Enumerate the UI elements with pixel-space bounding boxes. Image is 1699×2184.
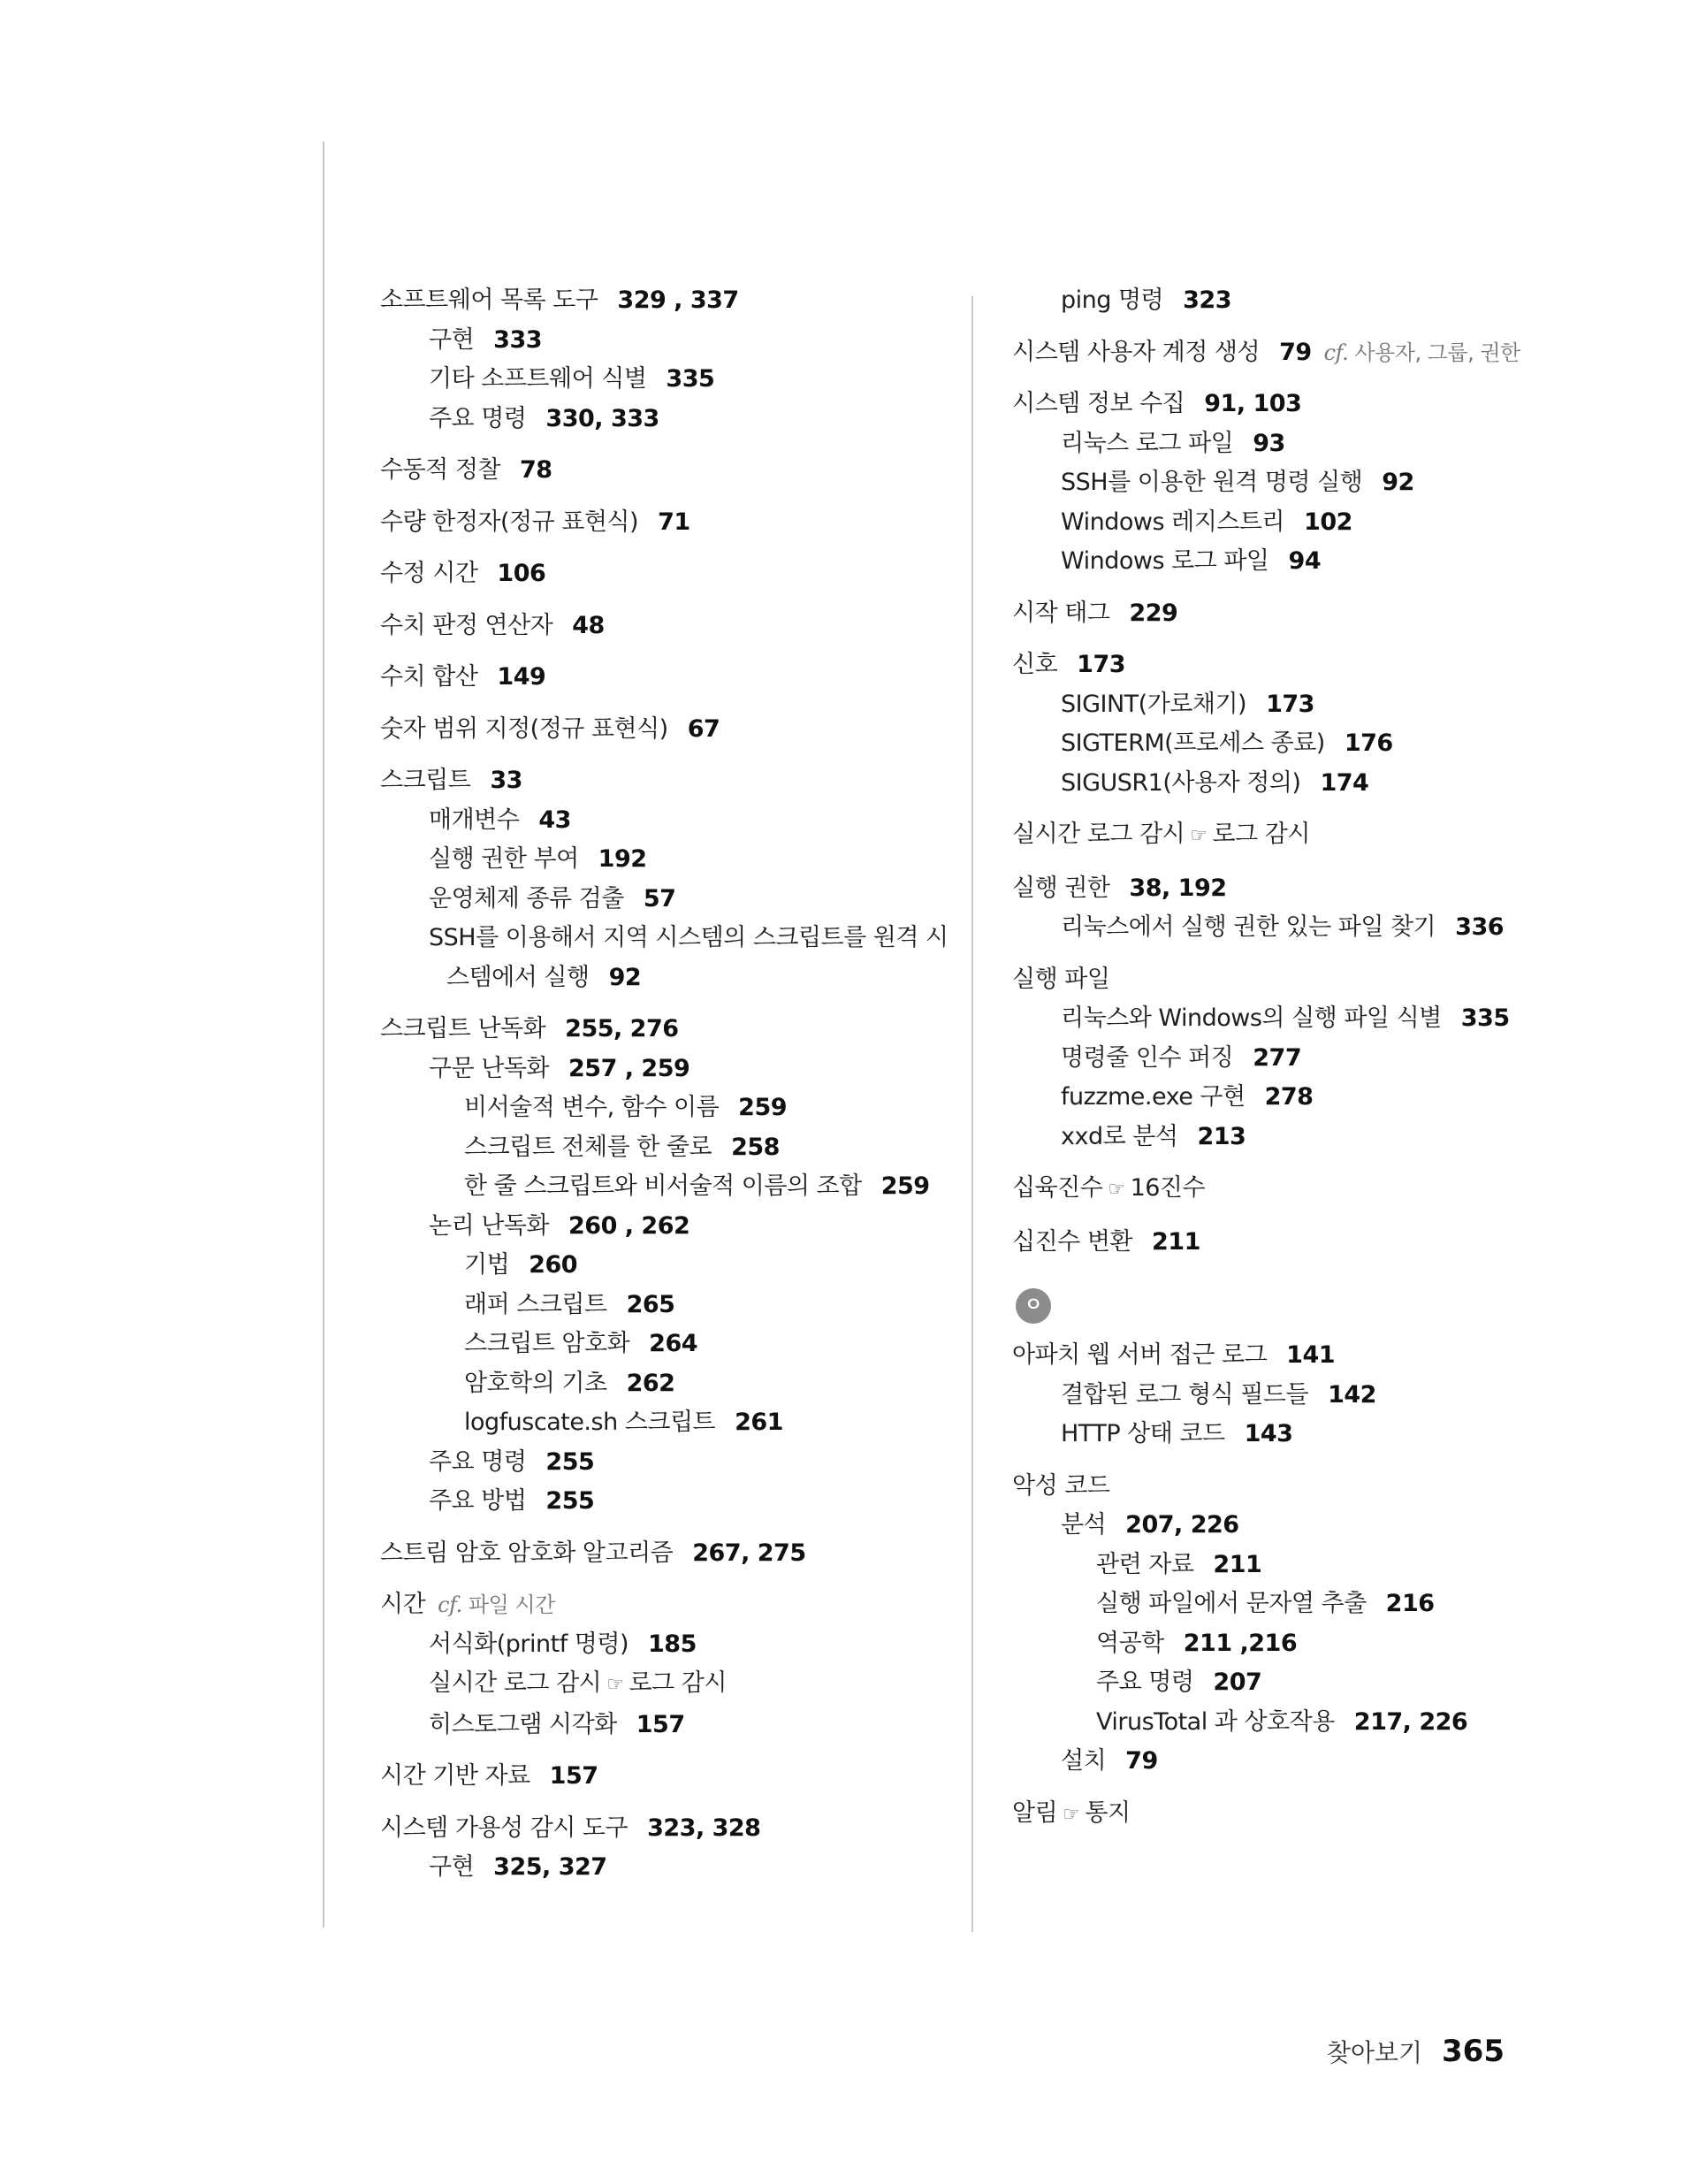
see-target: 통지 (1085, 1798, 1131, 1827)
index-term: 래퍼 스크립트 (464, 1290, 607, 1318)
cf-target: 사용자, 그룹, 권한 (1354, 340, 1520, 365)
index-term: 시간 기반 자료 (380, 1762, 530, 1790)
page-reference: 92 (608, 963, 642, 991)
index-entry (1012, 724, 1560, 764)
index-term: 스크립트 암호화 (464, 1330, 630, 1357)
index-entry (380, 1364, 946, 1404)
section-letter: ㅇ (1024, 1294, 1043, 1317)
index-term: 시스템 정보 수집 (1012, 390, 1185, 417)
index-entry (380, 400, 946, 439)
index-group (380, 503, 946, 543)
index-term: 신호 (1012, 651, 1058, 678)
index-entry (1012, 385, 1560, 424)
index-term: 실행 파일 (1012, 965, 1110, 993)
index-term: 스크립트 전체를 한 줄로 (464, 1133, 712, 1161)
index-entry (1012, 1223, 1560, 1263)
index-term: 매개변수 (429, 806, 520, 834)
index-entry (380, 360, 946, 400)
index-term: 실행 권한 (1012, 874, 1110, 902)
page-reference: 143 (1244, 1420, 1293, 1447)
index-entry (1012, 1415, 1560, 1455)
page-reference: 67 (687, 714, 720, 743)
index-entry (380, 1167, 946, 1207)
page-reference: 335 (1460, 1004, 1510, 1032)
page-reference: 173 (1266, 690, 1314, 718)
index-entry (380, 1848, 946, 1888)
index-entry (380, 321, 946, 361)
index-term: 시스템 사용자 계정 생성 (1012, 338, 1261, 366)
index-term: 악성 코드 (1012, 1471, 1110, 1500)
index-group (1012, 1336, 1560, 1455)
index-term: 히스토그램 시각화 (429, 1710, 617, 1738)
page-reference: 185 (648, 1630, 697, 1658)
index-group (380, 1010, 946, 1522)
index-term: 주요 방법 (429, 1487, 527, 1515)
index-term: ping 명령 (1061, 286, 1164, 314)
index-column-right (1012, 281, 1560, 1847)
index-entry (1012, 1742, 1560, 1782)
index-entry (380, 1706, 946, 1745)
index-entry (380, 1246, 946, 1286)
index-term: 리눅스에서 실행 권한 있는 파일 찾기 (1061, 913, 1436, 941)
left-margin-rule (323, 141, 324, 1928)
index-entry (380, 1443, 946, 1483)
page-reference: 43 (538, 806, 571, 834)
cf-marker: cf. (1323, 340, 1349, 365)
page-reference: 192 (598, 845, 647, 873)
index-entry (1012, 503, 1560, 543)
index-term: 한 줄 스크립트와 비서술적 이름의 조합 (464, 1172, 862, 1200)
index-term: 기타 소프트웨어 식별 (429, 365, 647, 393)
page-reference: 259 (880, 1172, 930, 1200)
index-term: 시스템 가용성 감시 도구 (380, 1814, 629, 1842)
index-entry (1012, 764, 1560, 804)
index-term: 암호학의 기초 (464, 1369, 607, 1397)
index-entry (1012, 1118, 1560, 1157)
page-reference: 173 (1077, 651, 1126, 678)
index-entry (380, 1088, 946, 1128)
index-entry (1012, 1794, 1560, 1836)
index-term: VirusTotal 과 상호작용 (1096, 1707, 1335, 1736)
page-reference: 79 (1279, 338, 1312, 366)
page-reference: 33 (490, 767, 522, 794)
page-reference: 79 (1125, 1747, 1158, 1775)
index-entry (1012, 1467, 1560, 1507)
index-entry (380, 658, 946, 698)
index-term: fuzzme.exe 구현 (1061, 1083, 1246, 1111)
index-entry (1012, 1585, 1560, 1624)
page-reference: 78 (520, 456, 552, 484)
index-term: 실시간 로그 감시 (429, 1669, 602, 1697)
index-group (1012, 1467, 1560, 1782)
see-icon: ☞ (1063, 1803, 1080, 1826)
index-entry (380, 1482, 946, 1522)
index-entry (380, 1757, 946, 1797)
index-entry (1012, 1506, 1560, 1546)
footer-label: 찾아보기 (1326, 2038, 1423, 2067)
index-entry (380, 554, 946, 594)
index-term: 스템에서 실행 (446, 963, 590, 991)
index-entry (380, 919, 949, 958)
page-reference: 323 (1183, 286, 1232, 314)
index-group (1012, 1794, 1560, 1836)
index-entry (380, 1286, 946, 1325)
index-group (380, 1534, 946, 1574)
index-term: 명령줄 인수 퍼징 (1061, 1043, 1234, 1072)
index-term: 숫자 범위 지정(정규 표현식) (380, 714, 668, 743)
cf-marker: cf. (438, 1592, 462, 1617)
index-entry (380, 880, 946, 920)
page-reference: 255, 276 (565, 1015, 679, 1042)
index-term: 설치 (1061, 1747, 1107, 1775)
index-entry (1012, 1663, 1560, 1703)
page-reference: 255 (545, 1487, 595, 1515)
page-reference: 333 (493, 325, 543, 354)
index-term: 리눅스 로그 파일 (1061, 429, 1234, 457)
index-column-left (380, 281, 949, 1900)
page-reference: 94 (1288, 547, 1322, 575)
page-reference: 92 (1382, 469, 1414, 496)
page-reference: 261 (735, 1409, 783, 1436)
index-entry (1012, 1546, 1560, 1585)
index-group (380, 554, 946, 594)
page-reference: 211 ,216 (1183, 1629, 1298, 1657)
index-group (1012, 1169, 1560, 1210)
page-reference: 102 (1304, 508, 1352, 536)
index-term: 구현 (429, 1853, 475, 1881)
index-term: 구현 (429, 325, 475, 354)
see-icon: ☞ (1108, 1179, 1125, 1201)
index-term: 분석 (1061, 1511, 1107, 1539)
page-reference: 265 (626, 1290, 675, 1318)
page-reference: 149 (497, 663, 546, 691)
page-reference: 277 (1253, 1043, 1302, 1072)
index-entry (1012, 594, 1560, 634)
page-reference: 211 (1152, 1227, 1200, 1256)
index-term: 십육진수 (1012, 1174, 1103, 1202)
index-term: 스트림 암호 암호화 알고리즘 (380, 1539, 674, 1567)
page-reference: 229 (1129, 599, 1178, 627)
index-entry (1012, 908, 1560, 948)
index-term: 결합된 로그 형식 필드들 (1061, 1380, 1309, 1409)
index-entry (1012, 815, 1560, 857)
index-term: 수치 판정 연산자 (380, 611, 553, 639)
index-term: 스크립트 (380, 767, 471, 794)
index-entry (1012, 1078, 1560, 1118)
index-entry (380, 710, 946, 750)
page-reference: 258 (731, 1133, 780, 1161)
index-term: SIGTERM(프로세스 종료) (1061, 729, 1325, 757)
page-reference: 325, 327 (493, 1853, 607, 1881)
page-reference: 260 , 262 (568, 1211, 690, 1240)
index-term: 실행 권한 부여 (429, 845, 579, 873)
see-target: 로그 감시 (1212, 821, 1310, 848)
index-term: 시간 (380, 1591, 426, 1618)
index-term: 기법 (464, 1251, 510, 1279)
index-term: 수량 한정자(정규 표현식) (380, 508, 639, 536)
page-reference: 93 (1253, 429, 1285, 457)
page-reference: 336 (1455, 913, 1505, 941)
index-entry (380, 761, 946, 801)
page-reference: 330, 333 (545, 404, 659, 432)
index-group (1012, 645, 1560, 803)
page-reference: 207, 226 (1125, 1511, 1239, 1539)
index-section-o (1012, 1336, 1560, 1835)
page-reference: 176 (1344, 729, 1393, 757)
see-icon: ☞ (606, 1674, 624, 1696)
index-entry (1012, 960, 1560, 1000)
index-entry (380, 1128, 946, 1168)
index-term: 구문 난독화 (429, 1054, 549, 1082)
index-term: xxd로 분석 (1061, 1122, 1178, 1150)
index-term: 소프트웨어 목록 도구 (380, 286, 598, 314)
page-reference: 71 (658, 508, 690, 536)
see-icon: ☞ (1190, 825, 1208, 847)
page-reference: 278 (1264, 1083, 1314, 1111)
index-term: 비서술적 변수, 함수 이름 (464, 1094, 720, 1121)
index-group (380, 451, 946, 491)
index-entry (1012, 1039, 1560, 1079)
index-entry (1012, 1376, 1560, 1416)
index-entry (380, 801, 946, 841)
index-entry (1012, 281, 1560, 321)
index-term: 아파치 웹 서버 접근 로그 (1012, 1341, 1268, 1369)
page-reference: 174 (1320, 768, 1369, 797)
index-entry (380, 1403, 946, 1443)
index-entry (1012, 463, 1560, 503)
page-reference: 323, 328 (647, 1814, 761, 1842)
index-group (380, 658, 946, 698)
see-target: 로그 감시 (629, 1669, 727, 1697)
index-entry (380, 1809, 946, 1849)
index-term: 시작 태그 (1012, 599, 1110, 627)
index-term: logfuscate.sh 스크립트 (464, 1409, 716, 1436)
index-group (1012, 869, 1560, 948)
index-term: SSH를 이용해서 지역 시스템의 스크립트를 원격 시 (429, 924, 949, 951)
page-number: 365 (1442, 2034, 1505, 2069)
index-group (1012, 594, 1560, 634)
index-term: 리눅스와 Windows의 실행 파일 식별 (1061, 1004, 1442, 1032)
page-reference: 262 (626, 1369, 675, 1397)
index-group (1012, 1223, 1560, 1263)
index-entry (1012, 1703, 1560, 1743)
page-reference: 141 (1286, 1341, 1336, 1369)
index-entry (1012, 542, 1560, 582)
page-reference: 260 (529, 1251, 578, 1279)
index-group (380, 607, 946, 646)
index-group (380, 761, 949, 997)
cross-reference-note (1324, 340, 1520, 365)
page-footer (1327, 2034, 1505, 2069)
page-reference: 213 (1197, 1122, 1246, 1150)
cross-reference-note (438, 1592, 555, 1617)
index-term: SIGINT(가로채기) (1061, 690, 1247, 718)
page-reference: 142 (1328, 1380, 1376, 1409)
page-reference: 91, 103 (1204, 390, 1302, 417)
page-reference: 259 (738, 1094, 788, 1121)
index-term: 주요 명령 (1096, 1669, 1194, 1696)
page-reference: 48 (572, 611, 605, 639)
index-entry (380, 281, 946, 321)
index-entry (380, 1050, 946, 1089)
page-reference: 157 (549, 1762, 598, 1790)
index-entry (1012, 869, 1560, 909)
index-group (380, 281, 946, 439)
index-term: 관련 자료 (1096, 1550, 1194, 1578)
index-term: 주요 명령 (429, 1447, 527, 1476)
page-reference: 211 (1213, 1550, 1262, 1578)
index-entry (380, 1534, 946, 1574)
index-entry (380, 451, 946, 491)
index-entry (1012, 1169, 1560, 1210)
see-target: 16진수 (1130, 1174, 1206, 1202)
index-term: Windows 레지스트리 (1061, 508, 1285, 536)
index-entry (1012, 424, 1560, 464)
index-term: 실행 파일에서 문자열 추출 (1096, 1590, 1367, 1617)
index-group (380, 1757, 946, 1797)
index-group (380, 1585, 946, 1745)
index-entry (1012, 685, 1560, 725)
index-term: 수치 합산 (380, 663, 478, 691)
page-reference: 335 (666, 365, 715, 393)
index-term: 서식화(printf 명령) (429, 1630, 629, 1658)
page-reference: 216 (1385, 1590, 1435, 1617)
index-group (1012, 281, 1560, 321)
index-term: 수정 시간 (380, 560, 478, 587)
page-reference: 38, 192 (1129, 874, 1227, 902)
page-reference: 255 (545, 1447, 595, 1476)
index-entry (380, 607, 946, 646)
index-entry (1012, 1336, 1560, 1376)
index-entry (380, 503, 946, 543)
index-entry (380, 1664, 946, 1706)
index-entry (380, 958, 946, 998)
index-term: SIGUSR1(사용자 정의) (1061, 768, 1301, 797)
index-term: 십진수 변환 (1012, 1227, 1132, 1256)
index-term: 알림 (1012, 1798, 1058, 1827)
index-group (1012, 960, 1560, 1157)
index-entry (1012, 1624, 1560, 1664)
index-term: 수동적 정찰 (380, 456, 500, 484)
index-entry (1012, 333, 1560, 373)
page-reference: 257 , 259 (568, 1054, 690, 1082)
index-entry (380, 840, 946, 880)
index-term: 역공학 (1096, 1629, 1164, 1657)
index-group (380, 1809, 946, 1888)
index-term: 실시간 로그 감시 (1012, 821, 1185, 848)
page-reference: 207 (1213, 1669, 1262, 1696)
section-badge (1016, 1288, 1051, 1324)
page-reference: 264 (649, 1330, 698, 1357)
index-group (1012, 333, 1560, 373)
index-term: SSH를 이용한 원격 명령 실행 (1061, 469, 1363, 496)
index-term: 주요 명령 (429, 404, 527, 432)
page-reference: 329 , 337 (617, 286, 739, 314)
index-entry (380, 1625, 946, 1665)
index-group (1012, 815, 1560, 857)
index-entry (380, 1585, 946, 1625)
index-entry (1012, 999, 1560, 1039)
page-reference: 157 (636, 1710, 685, 1738)
index-entry (380, 1325, 946, 1364)
index-term: HTTP 상태 코드 (1061, 1420, 1225, 1447)
page-reference: 267, 275 (692, 1539, 806, 1567)
column-divider (971, 296, 973, 1932)
page-reference: 217, 226 (1353, 1707, 1468, 1736)
cf-target: 파일 시간 (468, 1592, 555, 1617)
page-reference: 57 (643, 884, 676, 913)
page-reference: 106 (497, 560, 546, 587)
index-group (380, 710, 946, 750)
index-section-s (1012, 281, 1560, 1262)
index-entry (1012, 645, 1560, 685)
index-term: 논리 난독화 (429, 1211, 549, 1240)
index-group (1012, 385, 1560, 582)
index-term: 운영체제 종류 검출 (429, 884, 624, 913)
index-term: Windows 로그 파일 (1061, 547, 1269, 575)
index-term: 스크립트 난독화 (380, 1015, 546, 1042)
index-entry (380, 1207, 946, 1247)
index-entry (380, 1010, 946, 1050)
